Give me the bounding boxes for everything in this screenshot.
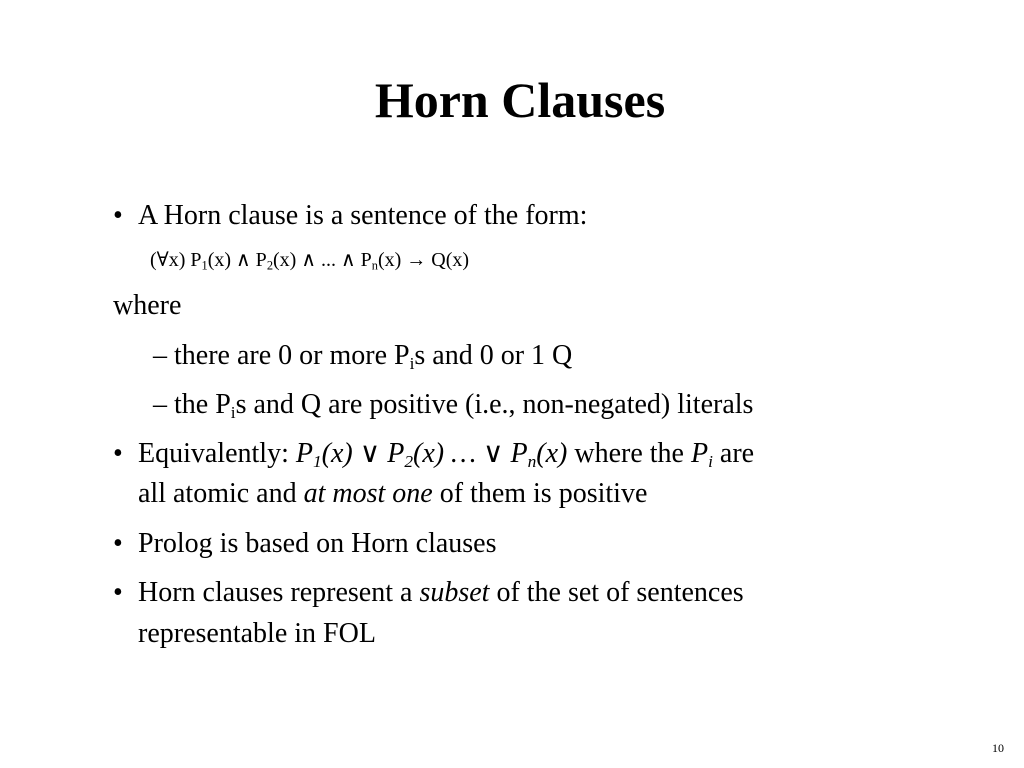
dash-item-1-sub: i — [409, 354, 415, 374]
bullet-2-expr-1: P — [295, 438, 313, 469]
bullet-4-b: of the set of sentences — [489, 577, 744, 608]
bullet-2-line-2-b: of them is positive — [432, 478, 648, 509]
bullet-2-mid: where the — [567, 438, 691, 469]
bullet-4-line-1 — [138, 577, 744, 609]
bullet-3-text: Prolog is based on Horn clauses — [138, 528, 497, 559]
dash-item-2-a: – the P — [153, 389, 231, 420]
bullet-2-line-2 — [138, 478, 647, 510]
bullet-2-expr-1-sub: 1 — [312, 452, 322, 472]
bullet-2-pi: P — [690, 438, 709, 469]
formula-sub-1: 1 — [201, 258, 208, 273]
bullet-4-glyph: • — [113, 577, 123, 608]
bullet-2-expr-2: (x) ∨ P — [321, 438, 405, 469]
formula-sub-2: 2 — [266, 258, 274, 273]
bullet-3-glyph: • — [113, 528, 123, 559]
bullet-1-text: A Horn clause is a sentence of the form: — [138, 200, 588, 231]
formula-part-2: (x) ∧ P — [207, 249, 267, 271]
bullet-2-end: are — [712, 438, 755, 469]
formula-sub-n: n — [371, 258, 378, 273]
bullet-4-line-2: representable in FOL — [138, 618, 376, 649]
bullet-2-line-2-a: all atomic and — [138, 478, 304, 509]
bullet-2-lead: Equivalently: — [138, 438, 296, 469]
horn-formula — [150, 248, 469, 272]
bullet-2-expr-2-sub: 2 — [404, 452, 414, 472]
bullet-2-expr-3-sub: n — [527, 452, 537, 472]
dash-item-2-sub: i — [230, 403, 236, 423]
bullet-2-glyph: • — [113, 438, 123, 469]
bullet-1-glyph: • — [113, 200, 123, 231]
bullet-2-line-2-italic: at most one — [303, 478, 433, 509]
dash-item-1-b: s and 0 or 1 Q — [414, 340, 573, 371]
bullet-2-line-1 — [138, 438, 754, 470]
bullet-4-italic: subset — [419, 577, 490, 608]
formula-part-1: (∀x) P — [150, 249, 202, 271]
formula-part-4: (x) → Q(x) — [377, 249, 470, 271]
dash-item-2 — [153, 389, 753, 421]
bullet-2-expr-4: (x) — [536, 438, 568, 469]
bullet-2-expr-3: (x) … ∨ P — [413, 438, 528, 469]
dash-item-1-a: – there are 0 or more P — [153, 340, 410, 371]
where-label: where — [113, 290, 182, 321]
formula-part-3: (x) ∧ ... ∧ P — [273, 249, 372, 271]
bullet-2-pi-sub: i — [708, 452, 713, 472]
bullet-4-a: Horn clauses represent a — [138, 577, 420, 608]
page-number: 10 — [992, 741, 1004, 755]
dash-item-1 — [153, 340, 572, 372]
slide-title: Horn Clauses — [374, 72, 666, 128]
dash-item-2-b: s and Q are positive (i.e., non-negated) literals — [235, 389, 754, 420]
